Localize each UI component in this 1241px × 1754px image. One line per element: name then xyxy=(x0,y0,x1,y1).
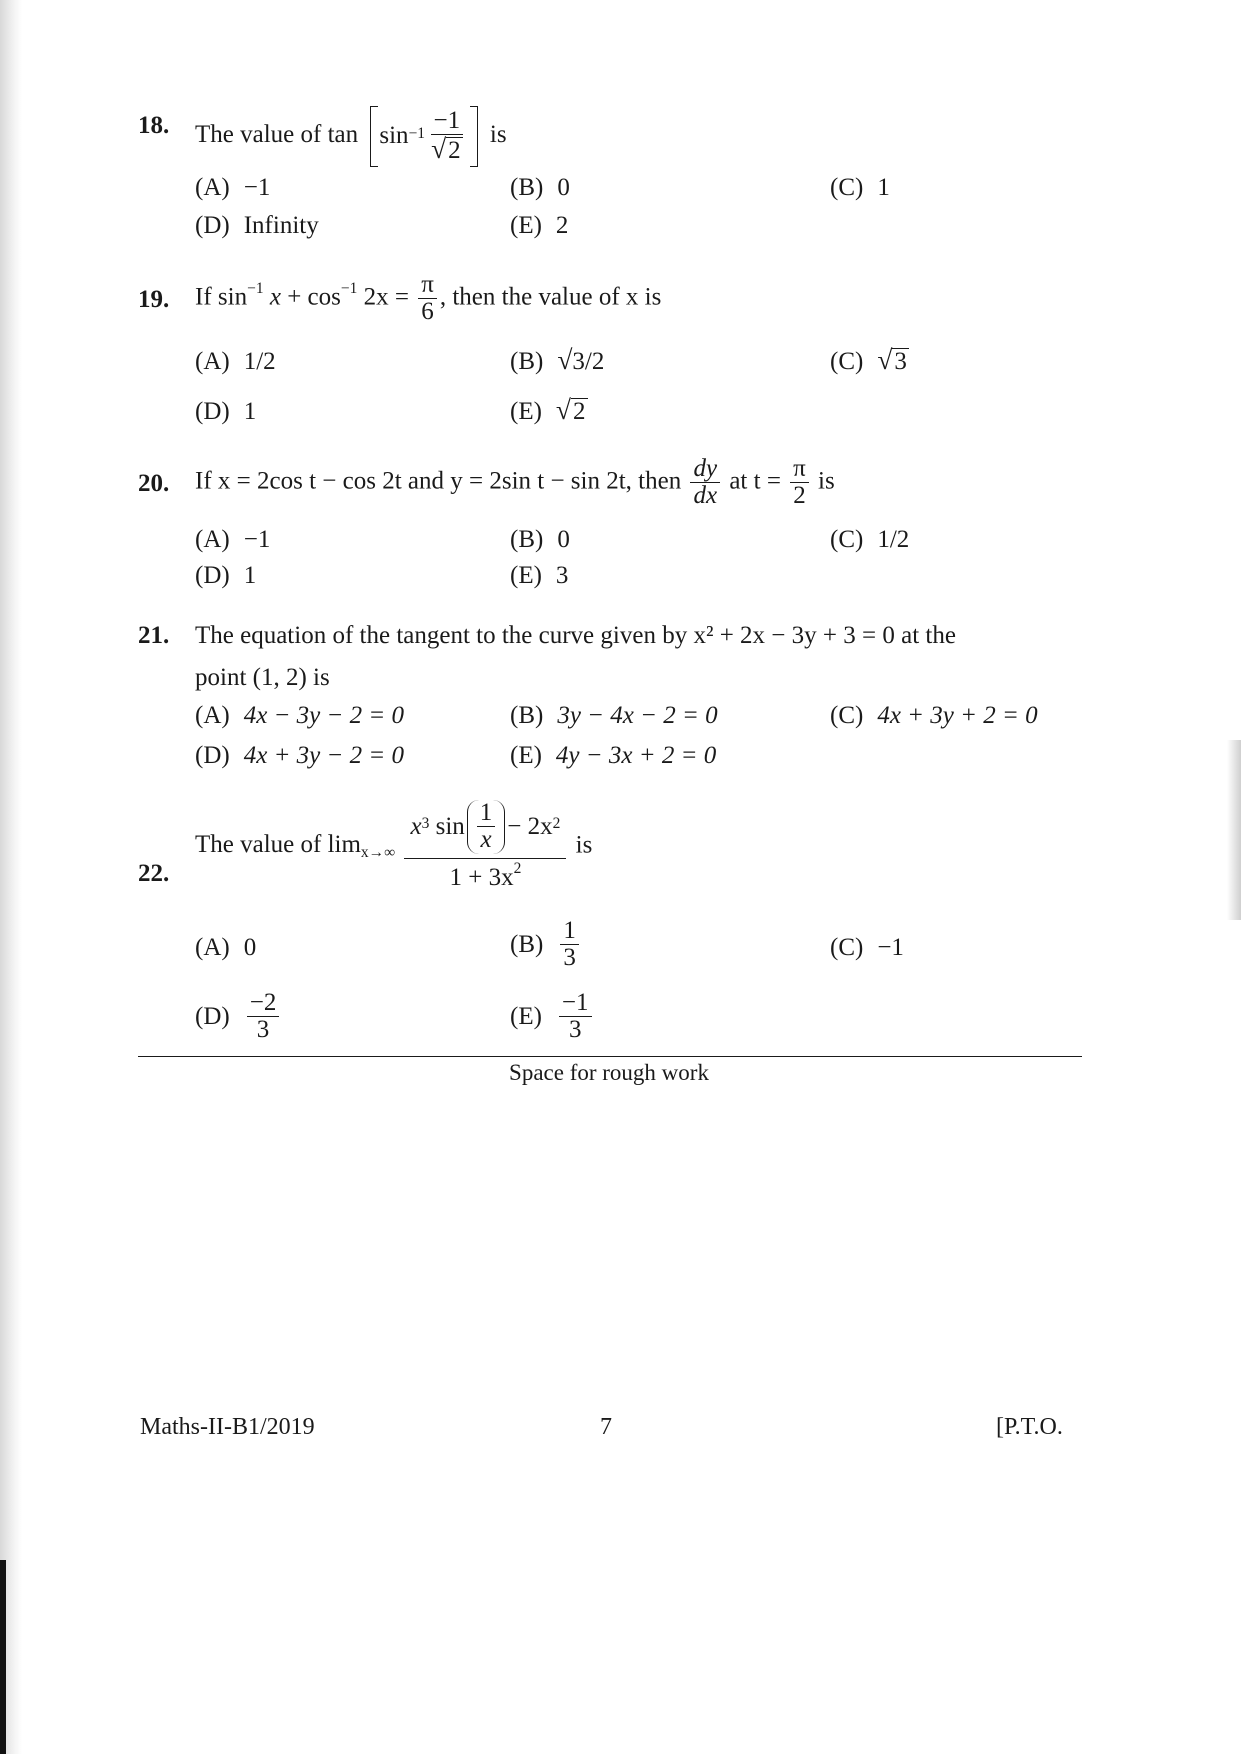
option-a: (A) −1 xyxy=(195,526,271,553)
q18-frac-num: −1 xyxy=(431,108,464,135)
option-a: (A) 1/2 xyxy=(195,348,276,375)
q18-fraction xyxy=(428,108,466,165)
option-e: (E) 2 xyxy=(510,212,569,239)
scan-edge-mark xyxy=(0,1560,6,1754)
question-text-line-1: The equation of the tangent to the curve given by x² + 2x − 3y + 3 = 0 at the xyxy=(195,622,956,649)
option-a: (A) 0 xyxy=(195,934,257,961)
option-e: (E) 4y − 3x + 2 = 0 xyxy=(510,742,717,769)
scan-right-edge-shadow xyxy=(1227,740,1241,920)
q18-func: sin xyxy=(379,122,409,150)
question-number: 20. xyxy=(138,470,170,497)
question-text: If $\sin^{-1} x + \cos^{-1} 2x$ = $\frac{\pi}{6}$ , then the value of x is xyxy=(195,271,662,326)
option-d: (D) 1 xyxy=(195,398,257,425)
rough-work-divider xyxy=(138,1056,1082,1057)
q18-bracket-expression: sin $^{-1}$ −1 √ 2 xyxy=(370,106,477,167)
q18-frac-den: 2 xyxy=(448,137,461,165)
question-text xyxy=(195,106,507,167)
option-d: (D) 1 xyxy=(195,562,257,589)
question-text: The value of $\lim_{x\to\infty}$ x $^3$ sin $\frac{1}{x}$ − 2x $^2$ $1 + 3x^2$ is xyxy=(195,799,593,891)
option-b: (B) √ 3/2 xyxy=(510,344,605,375)
question-number: 21. xyxy=(138,622,170,649)
option-e: (E) $\frac{-1}{3}$ xyxy=(510,990,595,1044)
rough-work-label: Space for rough work xyxy=(509,1060,709,1085)
sqrt-symbol: √ xyxy=(557,344,573,375)
option-b: (B) 0 xyxy=(510,526,570,553)
q18-text-post: is xyxy=(489,120,507,148)
option-e: (E) √ 2 xyxy=(510,394,586,425)
footer-paper-code: Maths-II-B1/2019 xyxy=(140,1414,315,1440)
question-text: If x = 2cos t − cos 2t and y = 2sin t − sin 2t, then $\frac{dy}{dx}$ at t = $\frac{\pi}{2}$ is xyxy=(195,455,835,510)
scan-edge-shadow xyxy=(0,0,22,1754)
q22-paren: $\frac{1}{x}$ xyxy=(467,800,506,854)
option-e: (E) 3 xyxy=(510,562,569,589)
option-c: (C) 1 xyxy=(830,174,890,201)
sqrt-symbol: √ xyxy=(555,394,572,425)
option-b: (B) 3y − 4x − 2 = 0 xyxy=(510,702,718,729)
q18-text-pre: The value of tan xyxy=(195,120,359,148)
option-d: (D) Infinity xyxy=(195,212,319,239)
option-c: (C) −1 xyxy=(830,934,904,961)
question-text-line-2: point (1, 2) is xyxy=(195,664,330,691)
option-a: (A) −1 xyxy=(195,174,271,201)
q20-t-fraction: $\frac{\pi}{2}$ xyxy=(790,456,809,510)
question-number: 22. xyxy=(138,860,170,887)
option-b: (B) 0 xyxy=(510,174,570,201)
footer-pto: [P.T.O. xyxy=(996,1414,1063,1440)
question-number: 18. xyxy=(138,112,170,139)
q19-fraction: $\frac{\pi}{6}$ xyxy=(418,272,437,326)
option-d: (D) 4x + 3y − 2 = 0 xyxy=(195,742,405,769)
option-d: (D) $\frac{-2}{3}$ xyxy=(195,990,282,1044)
sqrt-symbol: √ xyxy=(431,133,447,165)
option-c: (C) 1/2 xyxy=(830,526,910,553)
sqrt-symbol: √ xyxy=(877,344,893,375)
footer-page-number: 7 xyxy=(600,1414,612,1440)
question-number: 19. xyxy=(138,286,170,313)
option-a: (A) 4x − 3y − 2 = 0 xyxy=(195,702,405,729)
option-b: (B) $\frac{1}{3}$ xyxy=(510,918,582,972)
option-c: (C) √ 3 xyxy=(830,344,907,375)
option-c: (C) 4x + 3y + 2 = 0 xyxy=(830,702,1038,729)
q22-limit-fraction: x $^3$ sin $\frac{1}{x}$ − 2x $^2$ $1 + 3x^2$ xyxy=(404,800,566,891)
q20-derivative-fraction: $\frac{dy}{dx}$ xyxy=(690,456,720,510)
